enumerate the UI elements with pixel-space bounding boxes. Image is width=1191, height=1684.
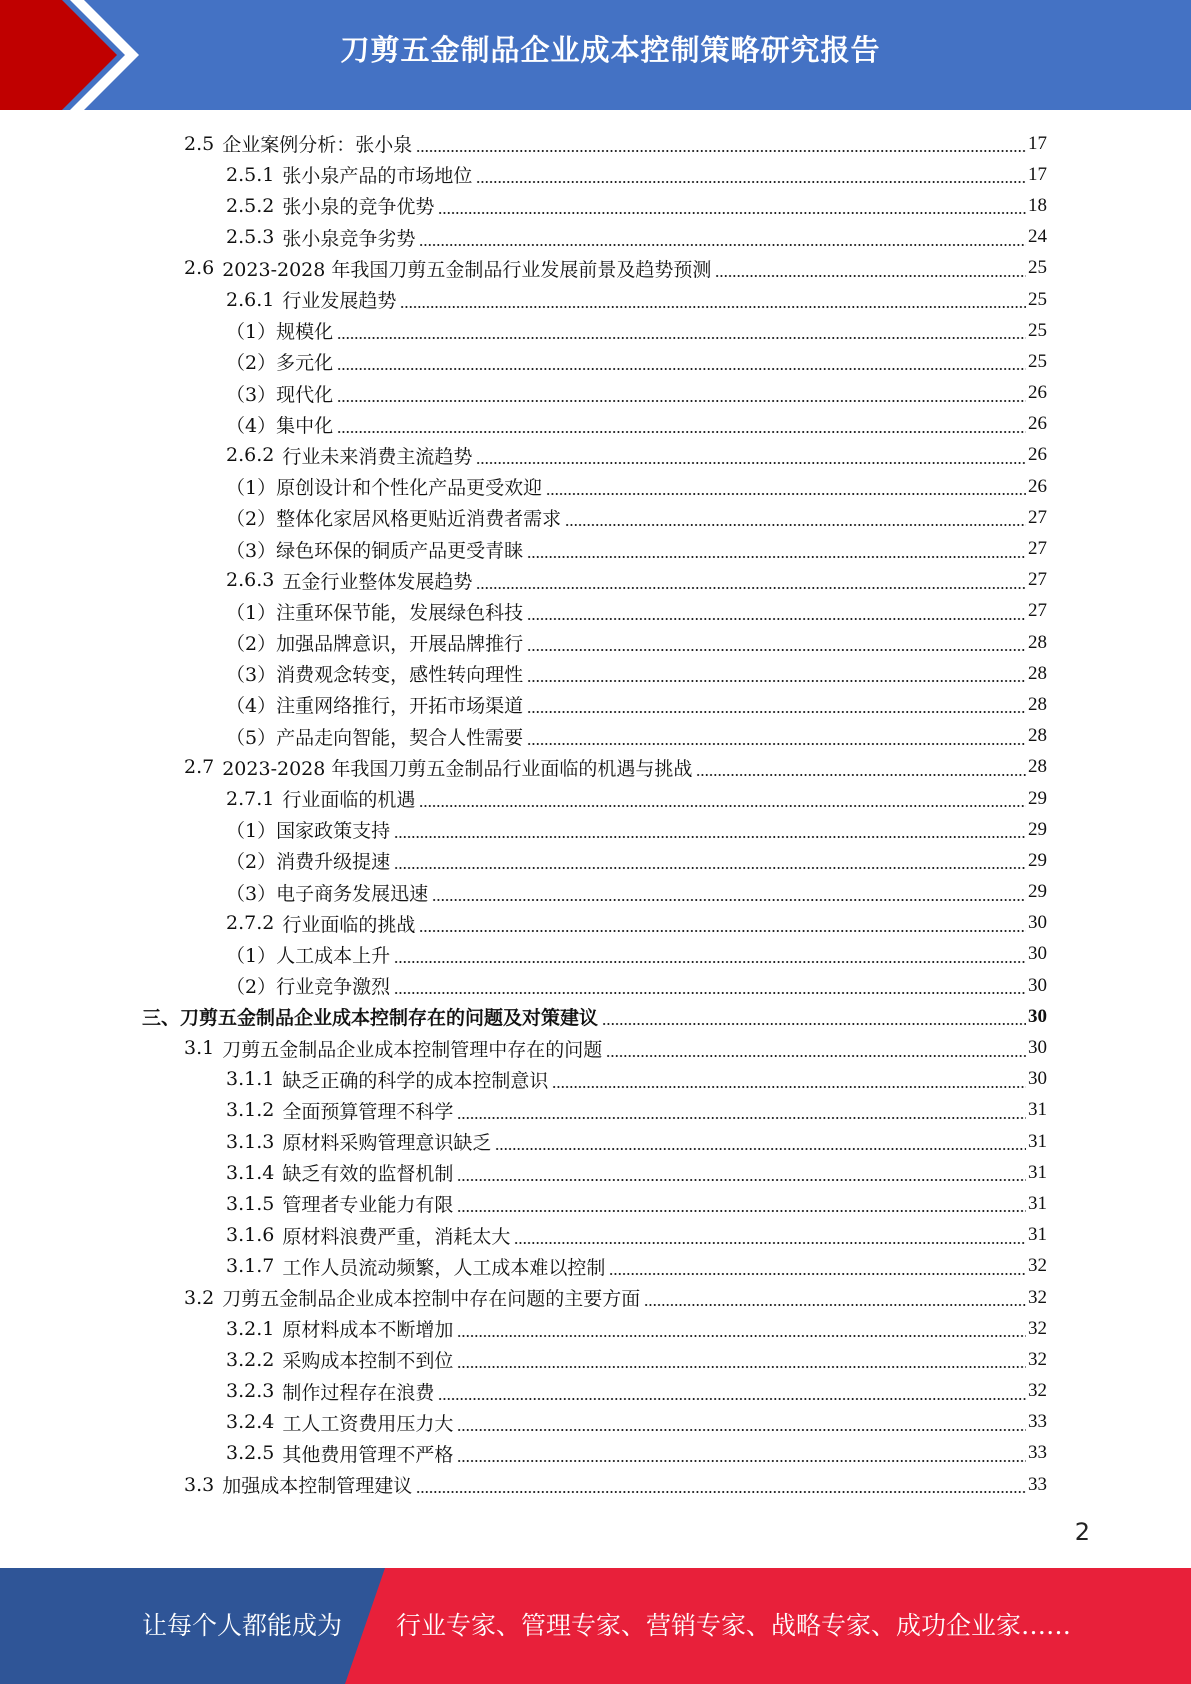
toc-entry-number: （2） — [226, 976, 277, 999]
toc-entry[interactable] — [0, 1001, 1191, 1032]
toc-dot-leader — [432, 883, 1026, 902]
toc-entry[interactable] — [0, 1032, 1191, 1063]
toc-entry-number: 三、 — [142, 1007, 181, 1030]
toc-entry-page: 33 — [1028, 1411, 1047, 1433]
toc-entry-number: 3.1.4 — [226, 1161, 275, 1184]
toc-entry-number: 3.1.5 — [226, 1192, 275, 1215]
toc-entry-title: 国家政策支持 — [276, 820, 391, 843]
toc-entry-page: 26 — [1028, 382, 1047, 404]
toc-entry-page: 17 — [1028, 132, 1047, 154]
toc-entry-page: 25 — [1028, 288, 1047, 310]
toc-dot-leader — [400, 290, 1026, 309]
toc-entry-title: 行业面临的机遇 — [282, 789, 416, 812]
toc-entry-page: 28 — [1028, 725, 1047, 747]
toc-entry-page: 32 — [1028, 1380, 1047, 1402]
toc-entry-page: 32 — [1028, 1348, 1047, 1370]
toc-entry-page: 27 — [1028, 506, 1047, 528]
toc-dot-leader — [527, 695, 1026, 714]
toc-dot-leader — [565, 508, 1026, 527]
toc-entry[interactable] — [0, 752, 1191, 783]
toc-entry-page: 33 — [1028, 1442, 1047, 1464]
toc-entry-page: 28 — [1028, 662, 1047, 684]
toc-entry-title: 原材料成本不断增加 — [282, 1319, 454, 1342]
toc-entry-number: （2） — [226, 633, 277, 656]
toc-dot-leader — [438, 1382, 1026, 1401]
toc-entry-title: 消费升级提速 — [276, 851, 391, 874]
toc-entry-page: 24 — [1028, 226, 1047, 248]
toc-entry[interactable] — [0, 721, 1191, 752]
toc-entry-number: 3.1.6 — [226, 1224, 275, 1247]
toc-dot-leader — [527, 727, 1026, 746]
toc-dot-leader — [457, 1163, 1026, 1182]
page-footer — [0, 1568, 1191, 1684]
toc-entry-page: 26 — [1028, 413, 1047, 435]
toc-entry-title: 现代化 — [276, 383, 334, 406]
toc-entry-title: 集中化 — [276, 414, 334, 437]
toc-entry-page: 18 — [1028, 194, 1047, 216]
toc-dot-leader — [527, 633, 1026, 652]
toc-dot-leader — [394, 945, 1026, 964]
footer-slogan-right: 行业专家、管理专家、营销专家、战略专家、成功企业家…… — [396, 1611, 1072, 1640]
toc-entry-page: 31 — [1028, 1161, 1047, 1183]
toc-entry[interactable] — [0, 1251, 1191, 1282]
toc-entry-number: 3.2.5 — [226, 1442, 275, 1465]
toc-entry-number: 3.2.4 — [226, 1411, 275, 1434]
toc-entry-number: （3） — [226, 664, 277, 687]
toc-entry-number: 2.6.1 — [226, 288, 275, 311]
toc-entry[interactable] — [0, 1344, 1191, 1375]
toc-entry[interactable] — [0, 440, 1191, 471]
toc-entry-title: 行业竞争激烈 — [276, 976, 391, 999]
toc-entry-title: 张小泉产品的市场地位 — [282, 165, 473, 188]
toc-dot-leader — [602, 1007, 1026, 1026]
toc-dot-leader — [457, 1444, 1026, 1463]
toc-entry-number: （3） — [226, 383, 277, 406]
toc-entry-title: 张小泉竞争劣势 — [282, 227, 416, 250]
toc-entry-page: 32 — [1028, 1255, 1047, 1277]
toc-entry-number: 3.1 — [184, 1037, 215, 1060]
page-header — [0, 0, 1191, 110]
toc-entry-page: 30 — [1028, 912, 1047, 934]
toc-entry-page: 33 — [1028, 1473, 1047, 1495]
toc-entry-number: （5） — [226, 726, 277, 749]
toc-entry-title: 行业发展趋势 — [282, 290, 397, 313]
toc-entry-number: （3） — [226, 882, 277, 905]
toc-entry-number: （4） — [226, 414, 277, 437]
toc-dot-leader — [416, 1475, 1026, 1494]
toc-entry[interactable] — [0, 471, 1191, 502]
toc-dot-leader — [476, 571, 1026, 590]
toc-entry-page: 29 — [1028, 787, 1047, 809]
toc-entry[interactable] — [0, 596, 1191, 627]
toc-entry[interactable] — [0, 1469, 1191, 1500]
toc-entry-number: 2.7 — [184, 756, 215, 779]
toc-entry-page: 31 — [1028, 1192, 1047, 1214]
toc-entry-title: 产品走向智能，契合人性需要 — [276, 726, 524, 749]
toc-entry-page: 27 — [1028, 600, 1047, 622]
footer-slogan-left: 让每个人都能成为 — [142, 1611, 343, 1640]
toc-entry-title: 注重网络推行，开拓市场渠道 — [276, 695, 524, 718]
toc-entry-title: 2023-2028 年我国刀剪五金制品行业面临的机遇与挑战 — [222, 757, 693, 780]
toc-entry-title: 行业未来消费主流趋势 — [282, 445, 473, 468]
toc-entry-number: 2.6.3 — [226, 569, 275, 592]
toc-dot-leader — [394, 820, 1026, 839]
toc-entry-title: 绿色环保的铜质产品更受青睐 — [276, 539, 524, 562]
toc-dot-leader — [337, 415, 1026, 434]
toc-entry-number: 2.5 — [184, 132, 215, 155]
toc-entry-number: 2.5.1 — [226, 163, 275, 186]
toc-entry-page: 32 — [1028, 1317, 1047, 1339]
toc-entry-number: 3.2.2 — [226, 1348, 275, 1371]
toc-entry-number: （1） — [226, 601, 277, 624]
toc-entry-page: 31 — [1028, 1130, 1047, 1152]
toc-entry-number: （1） — [226, 321, 277, 344]
toc-entry-number: 2.7.1 — [226, 787, 275, 810]
toc-entry[interactable] — [0, 128, 1191, 159]
toc-entry-page: 28 — [1028, 693, 1047, 715]
toc-dot-leader — [644, 1288, 1026, 1307]
toc-dot-leader — [337, 352, 1026, 371]
toc-entry[interactable] — [0, 1157, 1191, 1188]
toc-entry-page: 30 — [1028, 974, 1047, 996]
toc-entry-title: 刀剪五金制品企业成本控制中存在问题的主要方面 — [222, 1288, 641, 1311]
toc-entry-title: 企业案例分析：张小泉 — [222, 134, 413, 157]
toc-dot-leader — [337, 321, 1026, 340]
toc-entry[interactable] — [0, 253, 1191, 284]
toc-entry-page: 28 — [1028, 756, 1047, 778]
toc-entry-page: 30 — [1028, 1005, 1047, 1027]
report-title: 刀剪五金制品企业成本控制策略研究报告 — [340, 33, 881, 67]
toc-entry[interactable] — [0, 970, 1191, 1001]
toc-entry-title: 注重环保节能，发展绿色科技 — [276, 601, 524, 624]
toc-entry-number: （2） — [226, 352, 277, 375]
toc-entry[interactable] — [0, 1282, 1191, 1313]
toc-entry-page: 31 — [1028, 1099, 1047, 1121]
toc-entry-title: 消费观念转变，感性转向理性 — [276, 664, 524, 687]
table-of-contents — [0, 128, 1191, 1500]
toc-entry[interactable] — [0, 565, 1191, 596]
toc-entry-title: 全面预算管理不科学 — [282, 1100, 454, 1123]
toc-entry-title: 刀剪五金制品企业成本控制管理中存在的问题 — [222, 1038, 603, 1061]
toc-entry[interactable] — [0, 315, 1191, 346]
toc-entry[interactable] — [0, 689, 1191, 720]
toc-entry-page: 27 — [1028, 538, 1047, 560]
toc-dot-leader — [457, 1101, 1026, 1120]
toc-entry-title: 张小泉的竞争优势 — [282, 196, 435, 219]
toc-entry[interactable] — [0, 1188, 1191, 1219]
toc-dot-leader — [476, 165, 1026, 184]
toc-dot-leader — [457, 1194, 1026, 1213]
toc-entry-number: 3.2.1 — [226, 1317, 275, 1340]
toc-dot-leader — [609, 1257, 1026, 1276]
toc-entry-number: 2.6 — [184, 257, 215, 280]
toc-dot-leader — [527, 540, 1026, 559]
toc-entry[interactable] — [0, 1313, 1191, 1344]
toc-entry[interactable] — [0, 1376, 1191, 1407]
toc-dot-leader — [527, 602, 1026, 621]
toc-entry-number: （1） — [226, 820, 277, 843]
toc-entry-page: 30 — [1028, 1037, 1047, 1059]
toc-dot-leader — [457, 1319, 1026, 1338]
toc-entry[interactable] — [0, 908, 1191, 939]
toc-entry-page: 25 — [1028, 350, 1047, 372]
toc-dot-leader — [394, 976, 1026, 995]
toc-entry[interactable] — [0, 658, 1191, 689]
toc-entry-title: 刀剪五金制品企业成本控制存在的问题及对策建议 — [180, 1007, 599, 1030]
toc-entry-number: （1） — [226, 477, 277, 500]
toc-dot-leader — [606, 1039, 1026, 1058]
toc-entry-title: 其他费用管理不严格 — [282, 1443, 454, 1466]
toc-entry-number: （1） — [226, 944, 277, 967]
toc-entry[interactable] — [0, 159, 1191, 190]
toc-entry-page: 27 — [1028, 569, 1047, 591]
toc-entry-page: 31 — [1028, 1224, 1047, 1246]
toc-entry[interactable] — [0, 1220, 1191, 1251]
toc-entry-page: 25 — [1028, 319, 1047, 341]
toc-entry-title: 管理者专业能力有限 — [282, 1194, 454, 1217]
toc-entry-title: 2023-2028 年我国刀剪五金制品行业发展前景及趋势预测 — [222, 258, 712, 281]
toc-entry-number: （3） — [226, 539, 277, 562]
toc-entry[interactable] — [0, 378, 1191, 409]
toc-entry-page: 29 — [1028, 818, 1047, 840]
toc-entry[interactable] — [0, 1438, 1191, 1469]
toc-entry-title: 缺乏有效的监督机制 — [282, 1163, 454, 1186]
toc-entry[interactable] — [0, 845, 1191, 876]
toc-entry-number: 3.2.3 — [226, 1380, 275, 1403]
toc-entry[interactable] — [0, 783, 1191, 814]
toc-entry-page: 26 — [1028, 475, 1047, 497]
toc-entry[interactable] — [0, 502, 1191, 533]
page-number: 2 — [1074, 1518, 1090, 1546]
toc-entry-title: 制作过程存在浪费 — [282, 1381, 435, 1404]
toc-entry-page: 30 — [1028, 943, 1047, 965]
toc-entry-page: 32 — [1028, 1286, 1047, 1308]
toc-dot-leader — [495, 1132, 1026, 1151]
toc-entry-title: 工人工资费用压力大 — [282, 1412, 454, 1435]
toc-dot-leader — [416, 134, 1026, 153]
toc-entry-number: 2.5.3 — [226, 226, 275, 249]
toc-entry-title: 人工成本上升 — [276, 944, 391, 967]
toc-entry-number: 2.6.2 — [226, 444, 275, 467]
toc-entry-title: 整体化家居风格更贴近消费者需求 — [276, 508, 562, 531]
toc-dot-leader — [715, 259, 1026, 278]
toc-entry-title: 五金行业整体发展趋势 — [282, 570, 473, 593]
toc-entry-title: 原材料浪费严重，消耗太大 — [282, 1225, 511, 1248]
toc-entry-page: 26 — [1028, 444, 1047, 466]
toc-entry[interactable] — [0, 409, 1191, 440]
toc-entry-number: 3.1.2 — [226, 1099, 275, 1122]
toc-entry-page: 29 — [1028, 849, 1047, 871]
toc-entry-title: 电子商务发展迅速 — [276, 882, 429, 905]
toc-entry[interactable] — [0, 1095, 1191, 1126]
toc-entry-title: 原材料采购管理意识缺乏 — [282, 1132, 492, 1155]
toc-entry-title: 工作人员流动频繁，人工成本难以控制 — [282, 1256, 606, 1279]
toc-dot-leader — [696, 758, 1026, 777]
toc-dot-leader — [457, 1350, 1026, 1369]
toc-entry-page: 17 — [1028, 163, 1047, 185]
toc-entry-number: 3.1.1 — [226, 1068, 275, 1091]
toc-entry-number: 2.7.2 — [226, 912, 275, 935]
toc-dot-leader — [527, 664, 1026, 683]
toc-dot-leader — [419, 228, 1026, 247]
toc-entry-number: （2） — [226, 851, 277, 874]
toc-entry-title: 采购成本控制不到位 — [282, 1350, 454, 1373]
toc-entry-number: （4） — [226, 695, 277, 718]
toc-dot-leader — [337, 384, 1026, 403]
toc-dot-leader — [476, 446, 1026, 465]
toc-entry-number: （2） — [226, 508, 277, 531]
toc-entry-title: 加强成本控制管理建议 — [222, 1475, 413, 1498]
toc-entry[interactable] — [0, 814, 1191, 845]
toc-entry[interactable] — [0, 1407, 1191, 1438]
toc-entry-title: 多元化 — [276, 352, 334, 375]
toc-entry[interactable] — [0, 533, 1191, 564]
toc-entry[interactable] — [0, 222, 1191, 253]
toc-entry-page: 25 — [1028, 257, 1047, 279]
toc-entry-title: 加强品牌意识，开展品牌推行 — [276, 633, 524, 656]
toc-entry-page: 30 — [1028, 1068, 1047, 1090]
toc-entry[interactable] — [0, 284, 1191, 315]
toc-dot-leader — [419, 789, 1026, 808]
toc-entry-number: 3.3 — [184, 1473, 215, 1496]
toc-entry[interactable] — [0, 1126, 1191, 1157]
toc-entry-page: 28 — [1028, 631, 1047, 653]
toc-entry-number: 2.5.2 — [226, 194, 275, 217]
toc-entry-number: 3.1.3 — [226, 1130, 275, 1153]
toc-entry-title: 规模化 — [276, 321, 334, 344]
toc-entry-title: 行业面临的挑战 — [282, 913, 416, 936]
toc-entry-title: 缺乏正确的科学的成本控制意识 — [282, 1069, 549, 1092]
toc-dot-leader — [514, 1226, 1026, 1245]
toc-entry[interactable] — [0, 1064, 1191, 1095]
toc-entry-title: 原创设计和个性化产品更受欢迎 — [276, 477, 543, 500]
toc-dot-leader — [457, 1413, 1026, 1432]
toc-dot-leader — [552, 1070, 1026, 1089]
toc-entry[interactable] — [0, 939, 1191, 970]
toc-entry-page: 29 — [1028, 881, 1047, 903]
toc-entry[interactable] — [0, 627, 1191, 658]
toc-entry[interactable] — [0, 877, 1191, 908]
toc-entry[interactable] — [0, 190, 1191, 221]
toc-dot-leader — [419, 914, 1026, 933]
toc-entry-number: 3.1.7 — [226, 1255, 275, 1278]
toc-entry-number: 3.2 — [184, 1286, 215, 1309]
toc-entry[interactable] — [0, 346, 1191, 377]
toc-dot-leader — [546, 477, 1026, 496]
toc-dot-leader — [394, 851, 1026, 870]
toc-dot-leader — [438, 196, 1026, 215]
